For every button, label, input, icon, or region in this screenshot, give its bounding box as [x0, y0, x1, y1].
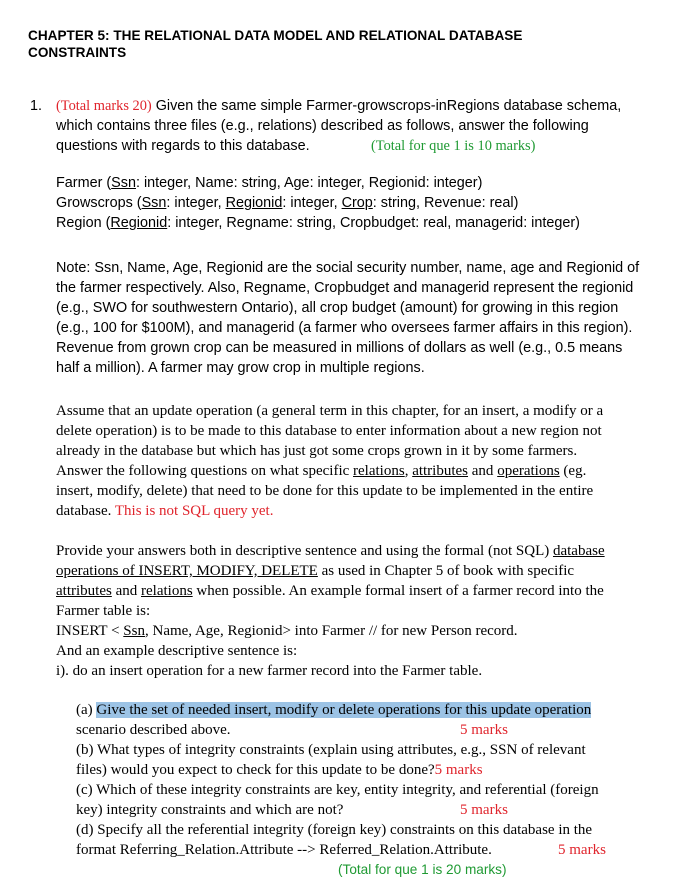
schema-farmer: Farmer (Ssn: integer, Name: string, Age: integer, Regionid: integer): [56, 175, 483, 191]
subquestion-b-line2: files) would you expect to check for this update to be done?5 marks: [76, 762, 483, 778]
subquestion-b: (b) What types of integrity constraints (explain using attributes, e.g., SSN of relevant: [76, 742, 586, 758]
assume-line: database. This is not SQL query yet.: [56, 503, 274, 519]
intro-line2: which contains three files (e.g., relations) described as follows, answer the following: [56, 118, 589, 134]
not-sql-note: This is not SQL query yet.: [114, 503, 274, 519]
note-line: Revenue from grown crop can be measured in millions of dollars as well (e.g., 0.5 means: [56, 340, 623, 356]
relations-term: relations: [353, 463, 405, 479]
key-crop: Crop: [341, 195, 373, 211]
subquestion-c-line2: key) integrity constraints and which are not? 5 marks: [76, 802, 508, 818]
subquestion-d: (d) Specify all the referential integrity (foreign key) constraints on this database in the: [76, 822, 593, 838]
key-ssn: Ssn: [123, 623, 145, 639]
note-paragraph: [56, 258, 639, 378]
question-number: 1.: [30, 98, 43, 114]
note-line: (e.g., SWO for southwestern Ontario), all crop budget (amount) for growing in this region: [56, 300, 619, 316]
total-marks-label: (Total marks 20): [56, 98, 152, 114]
example-sentence: i). do an insert operation for a new farmer record into the Farmer table.: [56, 663, 483, 679]
subquestion-a-line2: scenario described above. 5 marks: [76, 722, 508, 738]
subquestions: [76, 700, 606, 880]
chapter-title-line1: CHAPTER 5: THE RELATIONAL DATA MODEL AND RELATIONAL DATABASE: [28, 28, 523, 43]
attributes-term: attributes: [412, 463, 469, 479]
operations-term: operations: [497, 463, 560, 479]
total-marks-footer: (Total for que 1 is 20 marks): [338, 862, 507, 877]
chapter-title: [28, 27, 522, 61]
operations-phrase: operations of INSERT, MODIFY, DELETE: [56, 563, 318, 579]
key-ssn: Ssn: [141, 195, 167, 211]
provide-line: operations of INSERT, MODIFY, DELETE as used in Chapter 5 of book with specific: [56, 563, 575, 579]
subquestion-a: (a) Give the set of needed insert, modify or delete operations for this update operation: [76, 702, 592, 718]
schema-growscrops: Growscrops (Ssn: integer, Regionid: integer, Crop: string, Revenue: real): [56, 195, 519, 211]
key-regionid: Regionid: [110, 215, 168, 231]
assume-line: insert, modify, delete) that need to be done for this update to be implemented in the entire: [56, 483, 594, 499]
schema-region: Region (Regionid: integer, Regname: string, Cropbudget: real, managerid: integer): [56, 215, 580, 231]
chapter-title-line2: CONSTRAINTS: [28, 45, 127, 60]
intro-line1: Given the same simple Farmer-growscrops-inRegions database schema,: [151, 98, 622, 114]
provide-line: And an example descriptive sentence is:: [56, 643, 298, 659]
provide-line: attributes and relations when possible. An example formal insert of a farmer record into the: [56, 583, 604, 599]
subquestion-d-line2: format Referring_Relation.Attribute --> Referred_Relation.Attribute. 5 marks: [76, 842, 606, 858]
marks-a: 5 marks: [460, 722, 508, 738]
marks-c: 5 marks: [460, 802, 508, 818]
note-line: half a million). A farmer may grow crop in multiple regions.: [56, 360, 425, 376]
key-regionid: Regionid: [225, 195, 283, 211]
assume-paragraph: [56, 401, 603, 521]
provide-paragraph: [56, 541, 605, 681]
provide-line: Farmer table is:: [56, 603, 151, 619]
assume-line: already in the database but which has just got some crops grown in it by some farmers.: [56, 443, 578, 459]
assume-line: delete operation) is to be made to this database to enter information about a new region not: [56, 423, 602, 439]
intro-line3: questions with regards to this database.: [56, 138, 310, 154]
example-insert: INSERT < Ssn, Name, Age, Regionid> into Farmer // for new Person record.: [56, 623, 518, 639]
schema-block: [56, 173, 580, 233]
database-term: database: [552, 543, 605, 559]
relations-term: relations: [141, 583, 193, 599]
note-line: (e.g., 100 for $100M), and managerid (a farmer who oversees farmer affairs in this region).: [56, 320, 633, 336]
attributes-term: attributes: [56, 583, 112, 599]
note-line: the farmer respectively. Also, Regname, Cropbudget and managerid represent the regionid: [56, 280, 634, 296]
note-line: Note: Ssn, Name, Age, Regionid are the social security number, name, age and Regionid of: [56, 260, 640, 276]
marks-b: 5 marks: [434, 762, 483, 778]
assume-line: Answer the following questions on what specific relations, attributes and operations (eg.: [56, 463, 587, 479]
subquestion-c: (c) Which of these integrity constraints are key, entity integrity, and referential (foreign: [76, 782, 599, 798]
que-total-marks: (Total for que 1 is 10 marks): [371, 138, 536, 154]
provide-line: Provide your answers both in descriptive sentence and using the formal (not SQL) database: [56, 543, 605, 559]
question-intro: [56, 96, 621, 156]
assume-line: Assume that an update operation (a general term in this chapter, for an insert, a modify or a: [56, 403, 604, 419]
key-ssn: Ssn: [111, 175, 136, 191]
marks-d: 5 marks: [558, 842, 606, 858]
highlighted-text: Give the set of needed insert, modify or delete operations for this update operation: [96, 702, 592, 718]
